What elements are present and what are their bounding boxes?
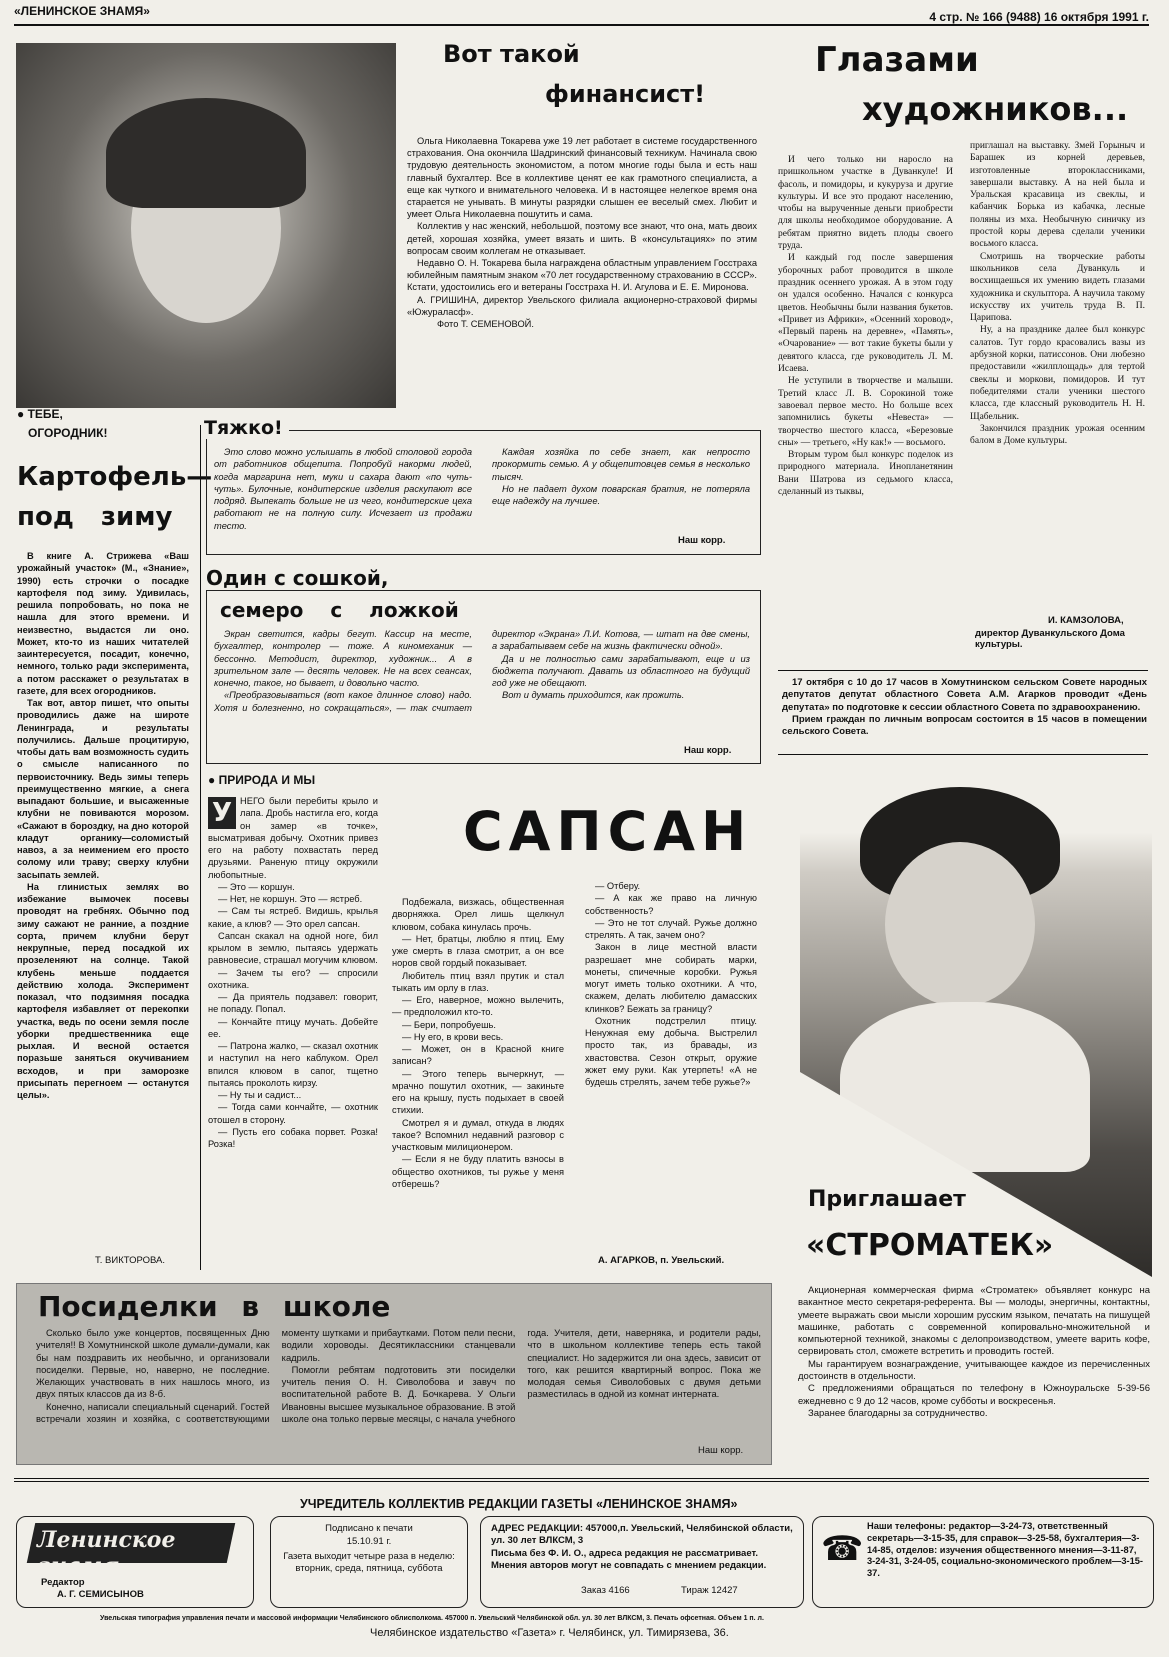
address-box [480, 1516, 804, 1608]
notice-bottom-rule [778, 754, 1148, 755]
newspaper-logo: Ленинское знамя [37, 1527, 176, 1579]
sapsan-dialog: — Его, наверное, можно вылечить, — предположил кто-то. [392, 995, 564, 1018]
sapsan-paragraph: НЕГО были перебиты крыло и лапа. Дробь настигла его, когда он замер «в точке», высматривая добычу. Охотник привез его на работу похвастать перед друзьями. Раненую птицу окружили любопытные. [208, 796, 378, 880]
sapsan-dialog: — Это не тот случай. Ружье должно стрелять. А так, зачем оно? [585, 917, 757, 940]
glazami-title-2: художников... [862, 90, 1129, 128]
top-rule [14, 24, 1149, 26]
glazami-col-1 [778, 154, 953, 498]
footer-rule-2 [14, 1481, 1149, 1482]
glazami-col-2 [970, 140, 1145, 447]
sapsan-dialog: — Нет, братцы, люблю я птиц. Ему уже смерть в глаза смотрит, а он все норов свой гордый показывает. [392, 933, 564, 969]
glazami-paragraph: И чего только ни наросло на пришкольном участке в Дуванкуле! И фасоль, и помидоры, и кукуруза и другие культуры. И все это продают населению, чтобы на вырученные деньги приобрести для школы необходимое оборудование. А ребятам приятно видеть плоды своего труда. [778, 155, 953, 252]
stromatek-caption-1: Приглашает [808, 1187, 966, 1212]
kartofel-rubric-1: ● ТЕБЕ, [17, 407, 63, 421]
notice-text-2: Прием граждан по личным вопросам состоится в 15 часов в помещении сельского Совета. [782, 713, 1147, 738]
schedule: Газета выходит четыре раза в неделю: вторник, среда, пятница, суббота [283, 1551, 455, 1574]
stromatek-body [798, 1285, 1150, 1420]
sapsan-dialog: — Ну ты и садист... [218, 1090, 302, 1100]
sapsan-dialog: — Тогда сами кончайте, — охотник отошел в сторону. [208, 1102, 378, 1125]
kartofel-rubric-2: ОГОРОДНИК! [28, 426, 108, 440]
sapsan-dialog: — Да приятель подзавел: говорит, не попаду. Попал. [208, 992, 378, 1015]
address: АДРЕС РЕДАКЦИИ: 457000,п. Увельский, Челябинской области, ул. 30 лет ВЛКСМ, 3 [491, 1523, 793, 1546]
stromatek-paragraph: С предложениями обращаться по телефону в Южноуральске 5-39-56 ежедневно с 9 до 12 часов, кроме субботы и воскресенья. [798, 1383, 1150, 1407]
glazami-paragraph: Смотришь на творческие работы школьников села Дуванкуль и восхищаешься их умению видеть глазами художника и скульптора. А научила такому искусству их учитель труда В. П. Царипова. [970, 251, 1145, 324]
soshka-title-1: Один с сошкой, [206, 566, 395, 590]
sapsan-paragraph: Сапсан скакал на одной ноге, бил крылом в землю, пытаясь удержать равновесие, страшал могучим клювом. [208, 930, 378, 966]
sapsan-dialog: — Патрона жалко, — сказал охотник и наступил на него каблуком. Орел впился клювом в сапог, тщетно пытаясь проколоть кирзу. [208, 1041, 378, 1088]
kartofel-signature: Т. ВИКТОРОВА. [95, 1255, 166, 1266]
glazami-paragraph: приглашал на выставку. Змей Горыныч и Барашек из корней деревьев, изготовленные второклассниками, завершали выставку. А на ней была и Уральская красавица из свеклы, и кабанчик Борька из кабачка, лесные поляны из мха. Необычную синичку из простой коры дерева сделали ученики восьмого класса. [970, 141, 1145, 250]
print-info-box [270, 1516, 468, 1608]
notice-top-rule [778, 670, 1148, 671]
glazami-paragraph: Закончился праздник урожая осенним балом в Доме культуры. [970, 423, 1145, 447]
rubric-text: ТЕБЕ, [27, 407, 63, 421]
sapsan-title: САПСАН [463, 800, 753, 863]
kartofel-title-1: Картофель— [17, 462, 213, 492]
sapsan-drop-cap: У [208, 797, 236, 829]
tyazhko-body [214, 446, 750, 546]
glazami-title-1: Глазами [815, 40, 979, 80]
left-column-rule [200, 425, 201, 1270]
sapsan-dialog: — Ну его, в крови весь. [402, 1031, 504, 1042]
print-label: Подписано к печати [325, 1523, 413, 1534]
posidelki-body [36, 1327, 761, 1455]
soshka-signature: Наш корр. [684, 745, 732, 756]
kartofel-title-2: под зиму [17, 502, 173, 532]
glazami-paragraph: И каждый год после завершения уборочных работ проводится в школе праздник осеннего урожая. А в этом году он удался особенно. Начался с конкурса цветов. Необычны были названия букетов. «Привет из Африки», «Осенний хоровод», «Первый парень на деревне», «Память», «Очарование» — вот такие букеты были у девятого класса, где руководитель Л. М. Исаева. [778, 253, 953, 375]
sapsan-dialog: — А как же право на личную собственность? [585, 893, 757, 916]
stromatek-paragraph: Акционерная коммерческая фирма «Строматек» объявляет конкурс на вакантное место секретаря-референта. Вы — молоды, энергичны, контактны, умеете выражать свои мысли хорошим русским языком, печатать на пишущей машинке, работать с современной копировально-множительной и компьютерной техникой, знакомы с делопроизводством, умеете варить кофе, сервировать стол, сможете встретить и проводить гостей. [798, 1285, 1150, 1358]
print-house: Увельская типография управления печати и массовой информации Челябинского облисполкома. 457000 п. Увельский Челябинской обл. ул. 30 лет ВЛКСМ, 3. Печать офсетная. Объем 1 п. л. [100, 1615, 764, 1622]
sapsan-paragraph: Любитель птиц взял прутик и стал тыкать им орлу в глаз. [392, 970, 564, 993]
soshka-body [214, 628, 750, 746]
sapsan-paragraph: Закон в лице местной власти разрешает мне собирать марки, монеты, спичечные коробки. Ружья могут иметь только охотники. А что, скажем, делать любителю дамасских клинков? Бежать за границу? [585, 942, 757, 1014]
kartofel-paragraph: В книге А. Стрижева «Ваш урожайный участок» (М., «Знание», 1990) есть строчки о посадке картофеля под зиму. Удивилась, решила попробовать, но пока не нашла для этого времени. И неизвестно, выдастся ли оно. Может, кто-то из наших читателей заинтересуется, посадит, конечно, немного, только ради эксперимента, а потом расскажет о результатах в газете, для всех огородников. [17, 551, 189, 696]
sapsan-signature: А. АГАРКОВ, п. Увельский. [598, 1255, 725, 1266]
kartofel-paragraph: На глинистых землях во избежание вымочек посевы проводят на гребнях. Обычно под зиму сажают не ранние, а поздние сорта, причем клубни берут некрупные, перед посадкой их прозеленяют на солнце. Такой клубень меньше поддается действию холода. Эксперимент показал, что подзимняя посадка картофеля избавляет от перекопки участка, ведь по осени земля после уборки предшественника еще рыхлая. И весной остается поразьше заняться окучиванием всходов, и при заморозке присыпать перегноем — останутся целы». [17, 881, 189, 1100]
sapsan-rubric: ● ПРИРОДА И МЫ [208, 773, 316, 787]
sapsan-col-1 [208, 795, 378, 1150]
sapsan-paragraph: Смотрел я и думал, откуда в людях такое? Вспомнил недавний разговор с участковым милиционером. [392, 1117, 564, 1152]
glazami-signature: И. КАМЗОЛОВА, [1048, 615, 1124, 626]
posidelki-paragraph: Сколько было уже концертов, посвященных Дню учителя!! В Хомутнинской школе думали-думали, как бы нам поздравить их необычно, и организовали посиделки. Первые, но, наверно, не последние. Желающих участвовать в них нашлось много, из двух пятых классов да из 8-б. [36, 1327, 270, 1400]
sapsan-dialog: — Может, он в Красной книге записан? [392, 1044, 564, 1067]
letters-note: Письма без Ф. И. О., адреса редакция не рассматривает. Мнения авторов могут не совпадать с мнением редакции. [491, 1548, 767, 1571]
newspaper-name: «ЛЕНИНСКОЕ ЗНАМЯ» [14, 4, 150, 18]
posidelki-paragraph: Помогли ребятам подготовить эти посиделки учитель пения О. Н. Сиволобова и завуч по воспитательной работе В. Д. Бочкарева. У Ольги Ивановны высшее музыкальное образование. В этой школе она только первые месяцы, с начала учебного года. Учителя, дети, наверняка, и родители рады, что в школьном коллективе теперь есть такой специалист. Но задержится ли она здесь, зависит от того, как решится квартирный вопрос. Пока же молодая семья Сиволобовых с двумя детьми разместилась в одной из комнат интерната. [281, 1327, 761, 1425]
glazami-signature-title: директор Дуванкульского Дома культуры. [975, 628, 1125, 650]
tyazhko-paragraph: Это слово можно услышать в любой столовой города от работников общепита. Попробуй накорми людей, когда маргарина нет, муки и сахара дают «по чуть-чуть». Булочные, кондитерские изделия раскупают все подряд. Выпекать больше не из чего, кондитерские цеха работают не на полную силу. Исчезает из продажи тесто. [214, 447, 472, 531]
order-number: Заказ 4166 [581, 1585, 630, 1596]
glazami-paragraph: Не уступили в творчестве и малыши. Третий класс Л. В. Сорокиной тоже завоевал первое место. Но больше всех запомнились букеты «Невеста» — творчество шестого класса, «Березовые сны» — третьего, «Ну как!» — восьмого. [778, 376, 953, 448]
soshka-paragraph: Вот и думать приходится, как прожить. [502, 690, 685, 701]
phones-box [812, 1516, 1154, 1608]
posidelki-paragraph: Конечно, написали специальный сценарий. Гостей встречали хозяин и хозяйка, с соответствующими моменту шутками и прибаутками. Потом пели песни, водили хороводы. Десятиклассники станцевали кадриль. [36, 1327, 516, 1425]
editor-name: А. Г. СЕМИСЫНОВ [57, 1589, 144, 1600]
finansist-paragraph: Недавно О. Н. Токарева была награждена областным управлением Госстраха юбилейным памятным знаком «70 лет государственному страхованию в СССР». Кстати, удостоились его и ветераны Госстраха Н. И. Агулова и Е. Е. Миронова. [407, 258, 757, 293]
rubric-text: ПРИРОДА И МЫ [218, 773, 316, 787]
finansist-title-2: финансист! [545, 80, 706, 108]
soshka-paragraph: «Преобразовываться (вот какое длинное слово) надо. Хотя и болезненно, но сокращаться», — так считает директор «Экрана» Л.И. Котова, — штат на две смены, а зарабатываем себе на жизнь фактически одной». [214, 629, 750, 713]
print-date: 15.10.91 г. [346, 1536, 392, 1547]
glazami-paragraph: Вторым туром был конкурс поделок из природного материала. Инопланетянин Вани Шатрова из седьмого класса, сделанный из тыквы, [778, 450, 953, 498]
finansist-signature: А. ГРИШИНА, директор Увельского филиала акционерно-страховой фирмы «Южураласф». [407, 294, 757, 317]
photo-credit: Фото Т. СЕМЕНОВОЙ. [437, 319, 534, 330]
sapsan-dialog: — Если я не буду платить взносы в общество охотников, ты ружье у меня отберешь? [392, 1154, 564, 1189]
soshka-title-2: семеро с ложкой [220, 598, 459, 622]
soshka-paragraph: Да и не полностью сами зарабатывают, еще и из бюджета получают. Давать из областного на будущий год уже не обещают. [492, 653, 750, 689]
finansist-photo [16, 43, 396, 408]
kartofel-body [17, 550, 189, 1101]
tyazhko-paragraph: Но не падает духом поварская братия, не потеряла еще надежду на лучшее. [492, 483, 750, 507]
sapsan-dialog: — Зачем ты его? — спросили охотника. [208, 967, 378, 990]
tyazhko-paragraph: Каждая хозяйка по себе знает, как непросто прокормить семью. А у общепитовцев семья в несколько тысяч. [492, 447, 750, 482]
stromatek-paragraph: Мы гарантируем вознаграждение, учитывающее каждое из перечисленных достоинств в отдельности. [798, 1358, 1150, 1383]
notice-text: 17 октября с 10 до 17 часов в Хомутнинском сельском Совете народных депутатов депутат областного Совета А.М. Агарков проводит «День депутата» по подготовке к сессии областного Совета по здравоохранению. [782, 677, 1147, 713]
sapsan-col-3 [585, 880, 757, 1088]
logo-box [16, 1516, 254, 1608]
face-shape [885, 842, 1035, 1007]
soshka-paragraph: Экран светится, кадры бегут. Кассир на месте, бухгалтер, контролер — тоже. А киномеханик — бессонно. Методист, директор, художник... А в зрительном зале — десять человек. Не на всех сеансах, конечно, такое, но бывает, и довольно часто. [214, 629, 472, 689]
tyazhko-signature: Наш корр. [678, 535, 726, 546]
posidelki-title: Посиделки в школе [38, 1290, 391, 1323]
circulation: Тираж 12427 [681, 1585, 738, 1596]
sapsan-dialog: — Бери, попробуешь. [402, 1019, 496, 1030]
footer-rule-1 [14, 1478, 1149, 1479]
finansist-paragraph: Ольга Николаевна Токарева уже 19 лет работает в системе государственного страхования. Она окончила Шадринский финансовый техникум. Начинала свою трудовую деятельность экономистом, а потом многие годы была и есть наш главный бухгалтер. Все в коллективе ценят ее как грамотного специалиста, а еще как чуткого и внимательного человека. И в настоящее нелегкое время она старается не унывать. В минуты разрядки слышен ее веселый смех. Любит и умеет Ольга Николаевна пошутить и сама. [407, 136, 757, 220]
issue-info: 4 стр. № 166 (9488) 16 октября 1991 г. [929, 10, 1149, 24]
sapsan-dialog: — Нет, не коршун. Это — ястреб. [218, 894, 363, 904]
glazami-paragraph: Ну, а на празднике далее был конкурс салатов. Тут гордо красовались вазы из арбузной корки, патиссонов. Они любезно предоставили «жилплощадь» для тертой свеклы и моркови, помидоров. И тут победителями стали ученики шестого класса, где классный руководитель Н. Н. Щабельник. [970, 325, 1145, 422]
sapsan-dialog: — Кончайте птицу мучать. Добейте ее. [208, 1016, 378, 1039]
portrait-hair-shape [106, 98, 306, 208]
sapsan-dialog: — Сам ты ястреб. Видишь, крылья какие, а клюв? — Это орел сапсан. [208, 906, 378, 929]
sapsan-col-2 [392, 896, 564, 1190]
editor-label: Редактор [41, 1577, 85, 1588]
stromatek-paragraph: Заранее благодарны за сотрудничество. [808, 1407, 988, 1419]
finansist-title-1: Вот такой [443, 40, 580, 68]
tyazhko-title: Тяжко! [204, 417, 289, 439]
kartofel-paragraph: Так вот, автор пишет, что опыты проводились даже на широте Ленинграда, и результаты получились. Дальше процитирую, чтобы дать вам возможность судить о смысле написанного по первоисточнику. Ведь зимы теперь преимущественно мягкие, а снега выпадают большие, и высаженные клубни не повиваются морозом. «Сажают в бороздку, на дно которой кладут органику—соломистый навоз, а за неимением его просто солому или траву; сверху клубни засыпать землей. [17, 698, 189, 880]
stromatek-caption-2: «СТРОМАТЕК» [806, 1228, 1054, 1263]
posidelki-signature: Наш корр. [698, 1445, 744, 1456]
sapsan-dialog: — Пусть его собака порвет. Розка! Розка! [208, 1126, 378, 1149]
notice-box [782, 677, 1147, 738]
sapsan-dialog: — Этого теперь вычеркнут, — мрачно пошутил охотник, — закиньте его на крышу, пусть подыхает в своей стихии. [392, 1068, 564, 1116]
finansist-paragraph: Коллектив у нас женский, небольшой, поэтому все знают, что она, мать двоих детей, хорошая хозяйка, умеет вязать и шить. В «консультациях» по этим вопросам своим коллегам не отказывает. [407, 221, 757, 256]
phones: Наши телефоны: редактор—3-24-73, ответственный секретарь—3-15-35, для справок—3-25-58, бухгалтерия—3-14-85, отделов: изучения общественного мнения—3-11-87, 3-24-31, 3-24-05, социально-экономического проблем—3-15-37. [867, 1521, 1144, 1579]
finansist-body [407, 135, 757, 330]
sapsan-paragraph: Охотник подстрелил птицу. Ненужная ему добыча. Выстрелил просто так, из бравады, из хвастовства. Сезон открыт, оружие жжет ему руки. Как утерпеть! «А не будешь стрелять, зачем тебе ружье?» [585, 1015, 757, 1087]
publisher: Челябинское издательство «Газета» г. Челябинск, ул. Тимирязева, 36. [370, 1627, 729, 1639]
telephone-icon: ☎ [821, 1531, 864, 1568]
founder-line: УЧРЕДИТЕЛЬ КОЛЛЕКТИВ РЕДАКЦИИ ГАЗЕТЫ «ЛЕНИНСКОЕ ЗНАМЯ» [300, 1497, 738, 1511]
sapsan-dialog: — Отберу. [595, 881, 641, 891]
sapsan-dialog: — Это — коршун. [218, 881, 295, 892]
sapsan-paragraph: Подбежала, визжась, общественная дворняжка. Орел лишь щелкнул клювом, собака кинулась прочь. [392, 897, 564, 932]
